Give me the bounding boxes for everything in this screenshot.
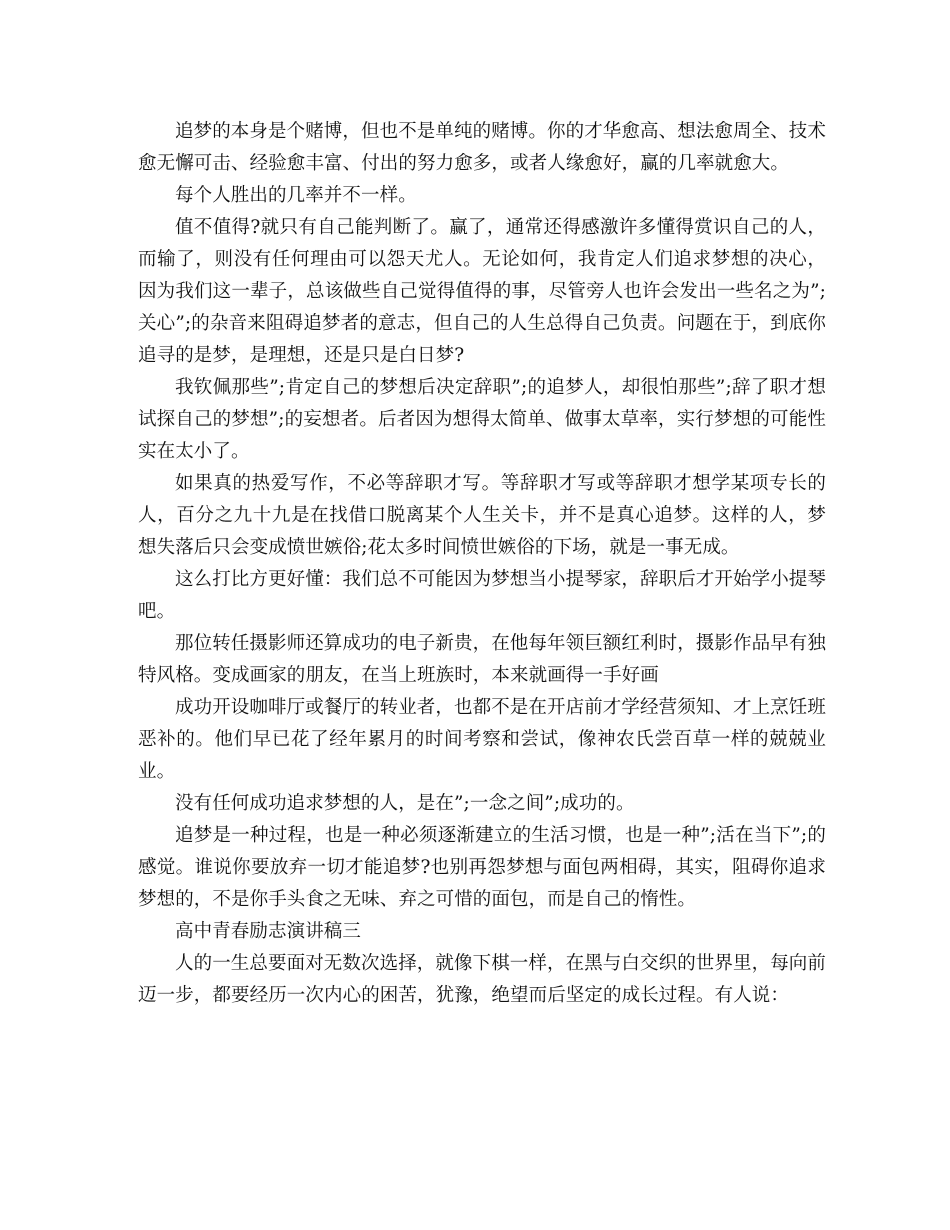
paragraph: 没有任何成功追求梦想的人，是在”;一念之间”;成功的。 bbox=[175, 793, 635, 814]
paragraph: 人的一生总要面对无数次选择，就像下棋一样，在黑与白交织的世界里，每向前迈一步，都要经历一次内心的困苦，犹豫，绝望而后坚定的成长过程。有人说： bbox=[138, 953, 827, 1006]
section-heading: 高中青春励志演讲稿三 bbox=[175, 921, 362, 942]
paragraph: 那位转任摄影师还算成功的电子新贵，在他每年领巨额红利时，摄影作品早有独特风格。变成画家的朋友，在当上班族时，本来就画得一手好画 bbox=[138, 633, 827, 686]
paragraph: 成功开设咖啡厅或餐厅的转业者，也都不是在开店前才学经营须知、才上烹饪班恶补的。他们早已花了经年累月的时间考察和尝试，像神农氏尝百草一样的兢兢业业。 bbox=[138, 697, 827, 782]
paragraph: 追梦是一种过程，也是一种必须逐渐建立的生活习惯，也是一种”;活在当下”;的感觉。谁说你要放弃一切才能追梦?也别再怨梦想与面包两相碍，其实，阻碍你追求梦想的，不是你手头食之无味、弃之可惜的面包，而是自己的惰性。 bbox=[138, 825, 826, 910]
document-body bbox=[138, 116, 826, 1012]
paragraph: 值不值得?就只有自己能判断了。赢了，通常还得感激许多懂得赏识自己的人，而输了，则没有任何理由可以怨天尤人。无论如何，我肯定人们追求梦想的决心，因为我们这一辈子，总该做些自己觉得值得的事，尽管旁人也许会发出一些名之为”;关心”;的杂音来阻碍追梦者的意志，但自己的人生总得自己负责。问题在于，到底你追寻的是梦，是理想，还是只是白日梦? bbox=[138, 217, 826, 366]
paragraph: 如果真的热爱写作，不必等辞职才写。等辞职才写或等辞职才想学某项专长的人，百分之九十九是在找借口脱离某个人生关卡，并不是真心追梦。这样的人，梦想失落后只会变成愤世嫉俗;花太多时间愤世嫉俗的下场，就是一事无成。 bbox=[138, 473, 826, 558]
paragraph: 每个人胜出的几率并不一样。 bbox=[175, 185, 417, 206]
paragraph: 这么打比方更好懂：我们总不可能因为梦想当小提琴家，辞职后才开始学小提琴吧。 bbox=[138, 569, 827, 622]
paragraph: 我钦佩那些”;肯定自己的梦想后决定辞职”;的追梦人，却很怕那些”;辞了职才想试探自己的梦想”;的妄想者。后者因为想得太简单、做事太草率，实行梦想的可能性实在太小了。 bbox=[138, 377, 826, 462]
paragraph: 追梦的本身是个赌博，但也不是单纯的赌博。你的才华愈高、想法愈周全、技术愈无懈可击、经验愈丰富、付出的努力愈多，或者人缘愈好，赢的几率就愈大。 bbox=[138, 121, 827, 174]
